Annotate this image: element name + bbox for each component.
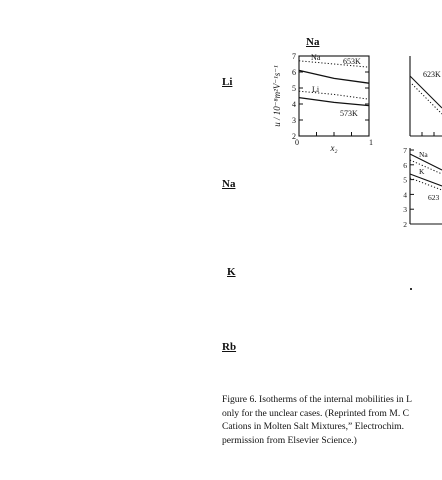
caption-line-3: Cations in Molten Salt Mixtures,” Electrochim. [222,421,404,432]
temp-label-653k: 653K [343,57,361,66]
x-tick-0: 0 [295,138,299,147]
temp-label-623k: 623K [423,70,441,79]
curve-label-k: K [419,167,425,176]
y-tick-label: 4 [292,100,296,109]
series-line-li-573k [299,98,369,106]
series-line-li-653k [299,91,369,99]
row-label-li: Li [222,76,233,88]
curve-label-li: Li [312,85,320,94]
figure-caption [222,393,442,447]
y-tick-label: 3 [292,116,296,125]
caption-line-2: only for the unclear cases. (Reprinted from M. C [222,407,410,419]
x-tick-1: 1 [369,138,373,147]
y-tick-label: 3 [403,205,407,215]
curve-label-na: Na [419,150,428,159]
plot-frame [299,56,369,136]
li-na-mobility-chart [270,48,380,156]
y-tick-label: 4 [403,190,407,200]
series-lines [299,61,369,106]
y-tick-label: 6 [292,68,296,77]
y-axis-label: u / 10⁻⁸m²V⁻¹s⁻¹ [272,65,282,127]
y-tick-label: 5 [403,175,407,185]
column-header-na: Na [306,36,320,48]
temp-label-573k: 573K [340,109,358,118]
row-label-k: K [227,266,236,278]
caption-line-4: permission from Elsevier Science.) [222,434,357,446]
y-tick-label: 2 [403,220,407,229]
series-line-na-573k [299,70,369,83]
x-axis-label: x₂ [330,143,338,153]
row-label-na: Na [222,178,236,190]
stray-mark [410,288,412,290]
y-tick-label: 7 [292,52,296,61]
y-tick-label: 2 [292,132,296,141]
temp-label-623: 623 [428,193,440,202]
partial-chart-middle-right [388,140,442,232]
caption-line-1: Figure 6. Isotherms of the internal mobilities in L [222,394,412,405]
y-tick-label: 6 [403,160,407,170]
row-label-rb: Rb [222,341,237,353]
y-ticks [403,146,414,229]
y-tick-label: 5 [292,84,296,93]
curve-label-na: Na [311,53,321,62]
y-tick-label: 7 [403,146,407,155]
partial-chart-top-right [400,48,442,148]
